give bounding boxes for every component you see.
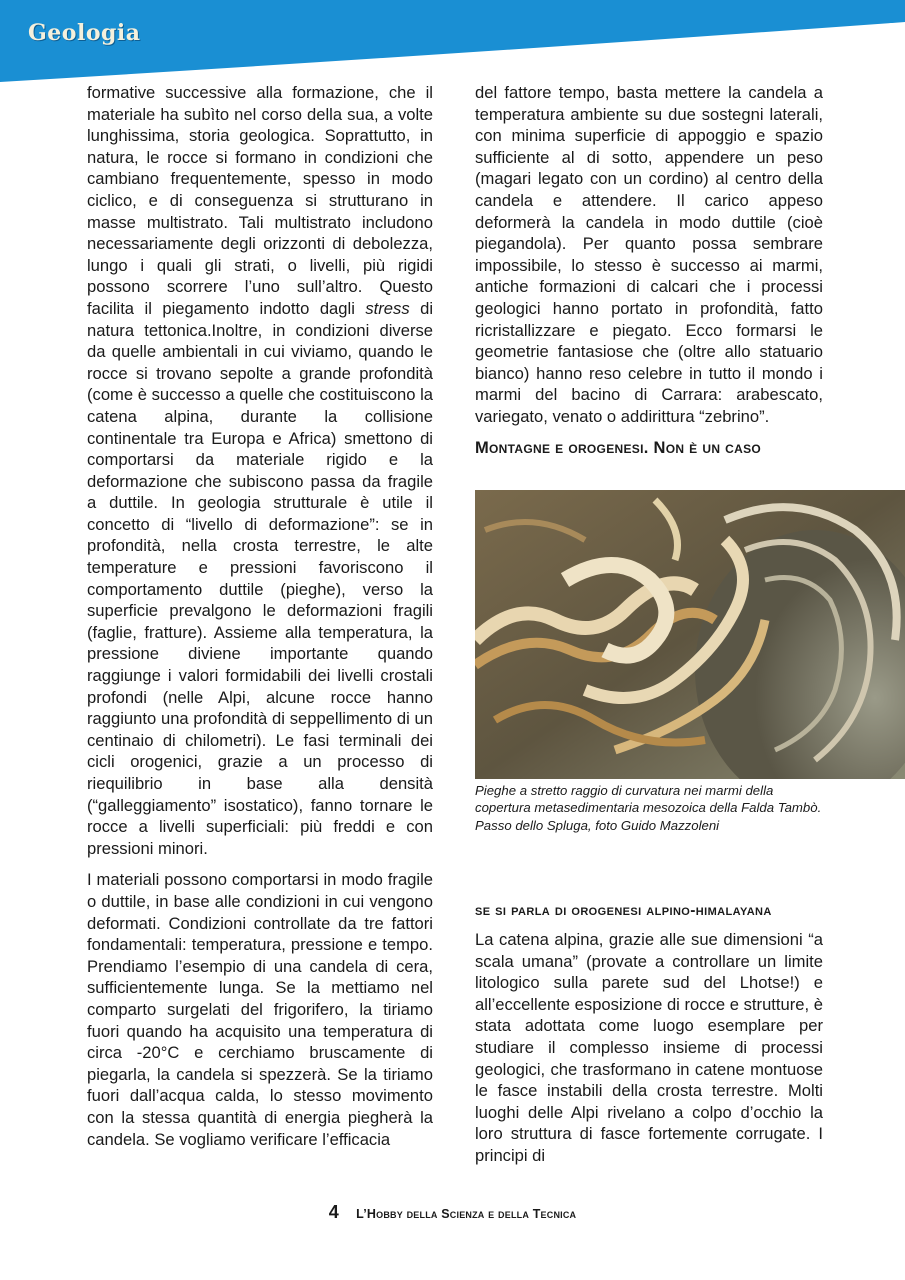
journal-title: L’Hobby della Scienza e della Tecnica bbox=[356, 1207, 577, 1221]
left-paragraph-1: formative successive alla formazione, che il materiale ha subìto nel corso della sua, a volte lunghissima, storia geologica. Soprattutto, in natura, le rocce si formano in condizioni che cambiano frequentemente, spesso in modo ciclico, e di conseguenza si strutturano in masse multistrato. Tali multistrato includono necessariamente degli orizzonti di debolezza, lungo i quali gli strati, o livelli, più rigidi possono scorrere l’uno sull’altro. Questo facilita il piegamento indotto dagli stress di natura tettonica.Inoltre, in condizioni diverse da quelle ambientali in cui viviamo, quando le rocce si trovano sepolte a grande profondità (come è successo a quelle che costituiscono la catena alpina, durante la collisione continentale tra Europa e Africa) smettono di comportarsi da materiale rigido e la deformazione che subiscono passa da fragile a duttile. In geologia strutturale è utile il concetto di “livello di deformazione”: se in profondità, nella crosta terrestre, le alte temperature e pressioni favoriscono il comportamento duttile (pieghe), verso la superficie prevalgono le deformazioni fragili (faglie, fratture). Assieme alla temperatura, la pressione diviene importante quando raggiunge i valori formidabili dei livelli crostali profondi (nelle Alpi, alcune rocce hanno raggiunto una profondità di seppellimento di un centinaio di chilometri). Le fasi terminali dei cicli orogenici, grazie a un processo di riequilibrio in base alla densità (“galleggiamento” isostatico), fanno tornare le rocce a livelli superficiali: più freddi e con pressioni minori. bbox=[87, 83, 434, 858]
photo-caption: Pieghe a stretto raggio di curvatura nei marmi della copertura metasedimentaria mesozoica della Falda Tambò. Passo dello Spluga, foto Guido Mazzoleni bbox=[475, 783, 822, 833]
right-column-lower bbox=[475, 900, 823, 1167]
section-heading-orogenesi: se si parla di orogenesi alpino-himalayana bbox=[475, 902, 772, 919]
page-footer bbox=[0, 1202, 905, 1223]
left-column bbox=[87, 82, 433, 1150]
right-paragraph-2: La catena alpina, grazie alle sue dimensioni “a scala umana” (provate a controllare un limite litologico sulla parete sud del Lhotse!) e all’eccellente esposizione di rocce e strutture, è stata adottata come luogo esemplare per studiare il complesso insieme di processi geologici, che trasformano in catene montuose le fasce instabili della crosta terrestre. Molti luoghi delle Alpi rivelano a colpo d’occhio la loro struttura di fasce fortemente corrugate. I principi di bbox=[475, 930, 823, 1165]
right-paragraph-1: del fattore tempo, basta mettere la candela a temperatura ambiente su due sostegni laterali, con minima superficie di appoggio e spazio sufficiente al di sotto, appendere un peso (magari legato con un cordino) al centro della candela e attendere. Il carico appeso deformerà la candela in modo duttile (cioè piegandola). Per quanto possa sembrare impossibile, lo stesso è successo ai marmi, antiche formazioni di calcari che i processi geologici hanno portato in profondità, fatto ricristallizzare e piegato. Ecco formarsi le geometrie fantasiose che (oltre allo statuario bianco) hanno reso celebre in tutto il mondo i marmi del bacino di Carrara: arabescato, variegato, venato o addirittura “zebrino”. bbox=[475, 83, 823, 426]
left-paragraph-2: I materiali possono comportarsi in modo fragile o duttile, in base alle condizioni in cui vengono deformati. Condizioni controllate da tre fattori fondamentali: temperatura, pressione e tempo. Prendiamo l’esempio di una candela di cera, sufficientemente lunga. Se la mettiamo nel comparto surgelati del frigorifero, la tiriamo fuori quando ha acquisito una temperatura di circa -20°C e cerchiamo bruscamente di piegarla, la candela si spezzerà. Se la tiriamo fuori dall’acqua calda, lo stesso movimento con la stessa quantità di energia piegherà la candela. Se vogliamo verificare l’efficacia bbox=[87, 870, 433, 1149]
section-title: Geologia bbox=[28, 20, 141, 46]
marble-folds-photo bbox=[475, 490, 905, 779]
marble-folds-image bbox=[475, 490, 905, 779]
page-number: 4 bbox=[328, 1202, 339, 1222]
right-column bbox=[475, 82, 823, 465]
section-heading-montagne: Montagne e orogenesi. Non è un caso bbox=[475, 438, 762, 457]
